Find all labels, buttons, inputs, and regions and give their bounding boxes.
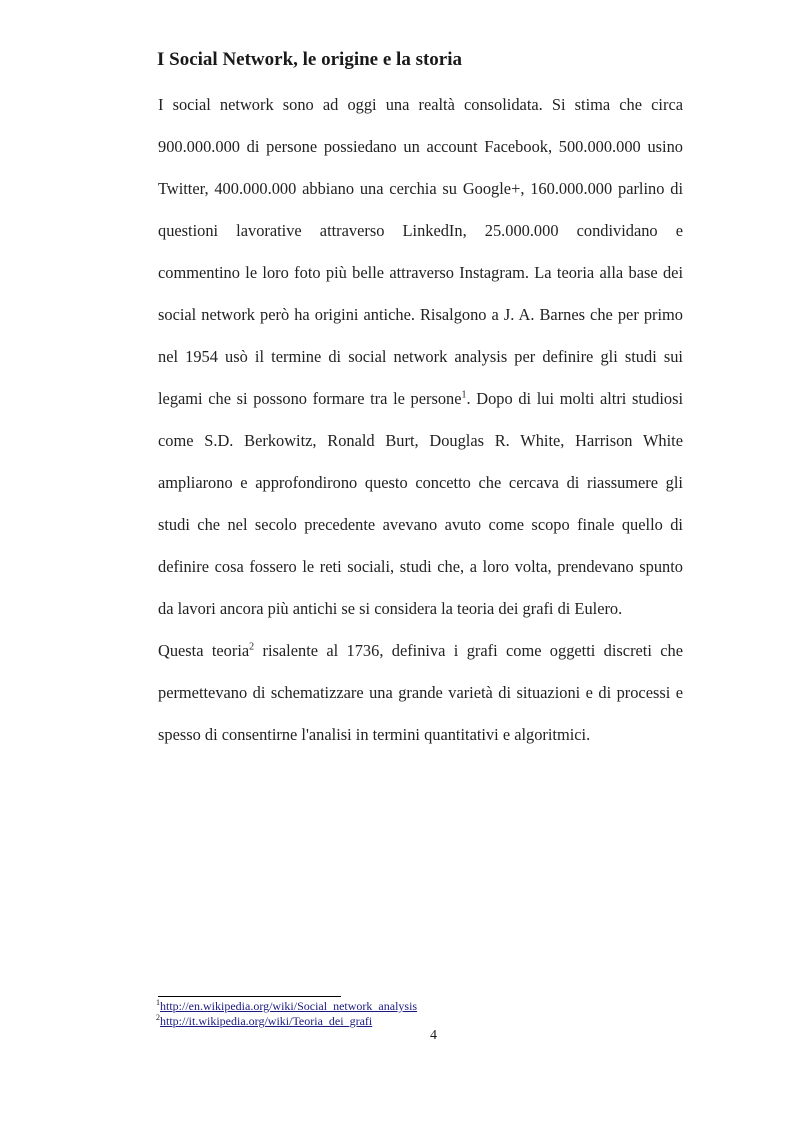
footnote-ref-2[interactable]: 2 xyxy=(249,641,255,653)
paragraph-2-text-a: Questa teoria xyxy=(158,641,250,660)
footnote-1-link[interactable]: http://en.wikipedia.org/wiki/Social_network_analysis xyxy=(160,999,418,1013)
paragraph-1 xyxy=(158,84,683,630)
footnote-divider xyxy=(158,996,341,997)
body-text xyxy=(158,84,683,756)
paragraph-2-text-b: risalente al 1736, definiva i grafi come oggetti discreti che permettevano di schematizzare una grande varietà di situazioni e di processi e spesso di consentirne l'analisi in termini quantitativi e algoritmici. xyxy=(158,641,683,744)
paragraph-1-text-b: . Dopo di lui molti altri studiosi come S.D. Berkowitz, Ronald Burt, Douglas R. White, Harrison White ampliarono e approfondirono questo concetto che cercava di riassumere gli studi che nel secolo precedente avevano avuto come scopo finale quello di definire cosa fossero le reti sociali, studi che, a loro volta, prendevano spunto da lavori ancora più antichi se si considera la teoria dei grafi di Eulero. xyxy=(158,389,684,618)
footnotes xyxy=(156,999,417,1029)
section-title: I Social Network, le origine e la storia xyxy=(157,49,463,70)
footnote-2-link[interactable]: http://it.wikipedia.org/wiki/Teoria_dei_grafi xyxy=(160,1014,373,1028)
footnote-2 xyxy=(156,1014,417,1029)
footnote-1-number: 1 xyxy=(156,998,160,1007)
paragraph-2 xyxy=(158,630,683,756)
footnote-ref-1[interactable]: 1 xyxy=(461,389,467,401)
paragraph-1-text-a: I social network sono ad oggi una realtà consolidata. Si stima che circa 900.000.000 di persone possiedano un account Facebook, 500.000.000 usino Twitter, 400.000.000 abbiano una cerchia su Google+, 160.000.000 parlino di questioni lavorative attraverso LinkedIn, 25.000.000 condividano e commentino le loro foto più belle attraverso Instagram. La teoria alla base dei social network però ha origini antiche. Risalgono a J. A. Barnes che per primo nel 1954 usò il termine di social network analysis per definire gli studi sui legami che si possono formare tra le persone xyxy=(158,95,683,408)
footnote-2-number: 2 xyxy=(156,1013,160,1022)
footnote-1 xyxy=(156,999,417,1014)
page-number: 4 xyxy=(430,1028,437,1043)
